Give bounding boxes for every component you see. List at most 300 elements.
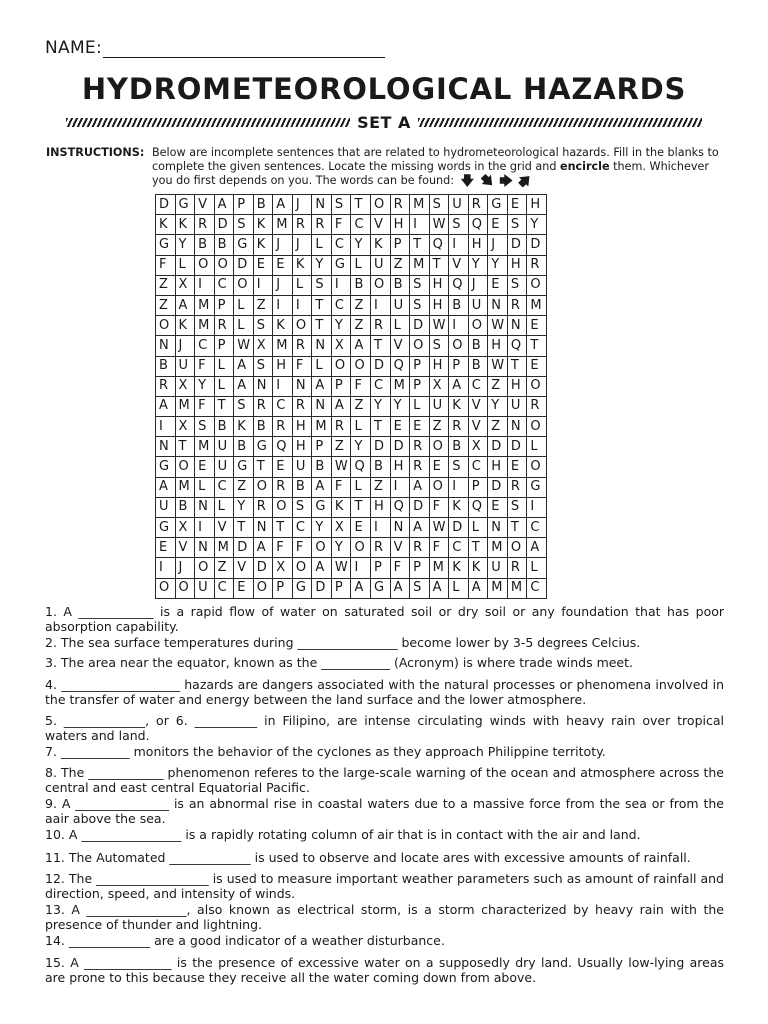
grid-cell[interactable]: E [527, 316, 547, 336]
grid-cell[interactable]: I [449, 235, 469, 255]
grid-cell[interactable]: F [390, 558, 410, 578]
grid-cell[interactable]: N [195, 497, 215, 517]
grid-cell[interactable]: R [371, 316, 391, 336]
grid-cell[interactable]: S [507, 497, 527, 517]
grid-cell[interactable]: L [468, 518, 488, 538]
grid-cell[interactable]: D [527, 235, 547, 255]
grid-cell[interactable]: J [292, 195, 312, 215]
grid-cell[interactable]: E [488, 275, 508, 295]
grid-cell[interactable]: Q [507, 336, 527, 356]
grid-cell[interactable]: P [390, 235, 410, 255]
grid-cell[interactable]: G [253, 437, 273, 457]
grid-cell[interactable]: S [410, 295, 430, 315]
grid-cell[interactable]: N [312, 336, 332, 356]
grid-cell[interactable]: R [273, 417, 293, 437]
grid-cell[interactable]: H [429, 295, 449, 315]
grid-cell[interactable]: B [371, 457, 391, 477]
grid-cell[interactable]: Q [390, 497, 410, 517]
grid-cell[interactable]: S [429, 195, 449, 215]
name-blank[interactable] [103, 42, 385, 58]
grid-cell[interactable]: G [175, 195, 195, 215]
grid-cell[interactable]: T [351, 497, 371, 517]
grid-cell[interactable]: Y [371, 396, 391, 416]
grid-cell[interactable]: A [351, 336, 371, 356]
grid-cell[interactable]: U [175, 356, 195, 376]
grid-cell[interactable]: Z [331, 437, 351, 457]
grid-cell[interactable]: W [429, 215, 449, 235]
grid-cell[interactable]: H [468, 235, 488, 255]
grid-cell[interactable]: S [292, 497, 312, 517]
grid-cell[interactable]: L [390, 316, 410, 336]
grid-cell[interactable]: O [429, 437, 449, 457]
grid-cell[interactable]: R [410, 538, 430, 558]
grid-cell[interactable]: M [507, 578, 527, 598]
grid-cell[interactable]: D [449, 518, 469, 538]
grid-cell[interactable]: A [410, 477, 430, 497]
grid-cell[interactable]: M [175, 396, 195, 416]
grid-cell[interactable]: N [292, 376, 312, 396]
grid-cell[interactable]: R [292, 396, 312, 416]
grid-cell[interactable]: B [468, 356, 488, 376]
grid-cell[interactable]: E [390, 417, 410, 437]
grid-cell[interactable]: N [312, 195, 332, 215]
grid-cell[interactable]: N [488, 518, 508, 538]
grid-cell[interactable]: Z [156, 295, 176, 315]
grid-cell[interactable]: I [371, 518, 391, 538]
grid-cell[interactable]: F [351, 376, 371, 396]
grid-cell[interactable]: N [488, 295, 508, 315]
grid-cell[interactable]: N [253, 518, 273, 538]
grid-cell[interactable]: L [312, 235, 332, 255]
grid-cell[interactable]: J [175, 336, 195, 356]
grid-cell[interactable]: R [331, 417, 351, 437]
grid-cell[interactable]: B [351, 275, 371, 295]
grid-cell[interactable]: V [390, 336, 410, 356]
grid-cell[interactable]: T [527, 336, 547, 356]
grid-cell[interactable]: F [331, 477, 351, 497]
grid-cell[interactable]: N [312, 396, 332, 416]
grid-cell[interactable]: M [273, 336, 293, 356]
grid-cell[interactable]: D [410, 497, 430, 517]
grid-cell[interactable]: O [507, 538, 527, 558]
grid-cell[interactable]: J [468, 275, 488, 295]
grid-cell[interactable]: A [175, 295, 195, 315]
grid-cell[interactable]: C [292, 518, 312, 538]
grid-cell[interactable]: N [507, 417, 527, 437]
grid-cell[interactable]: Z [351, 396, 371, 416]
grid-cell[interactable]: G [527, 477, 547, 497]
grid-cell[interactable]: I [195, 275, 215, 295]
grid-cell[interactable]: B [449, 437, 469, 457]
grid-cell[interactable]: T [234, 518, 254, 538]
grid-cell[interactable]: L [351, 477, 371, 497]
grid-cell[interactable]: V [214, 518, 234, 538]
grid-cell[interactable]: T [175, 437, 195, 457]
grid-cell[interactable]: C [214, 477, 234, 497]
grid-cell[interactable]: R [273, 477, 293, 497]
grid-cell[interactable]: G [156, 518, 176, 538]
grid-cell[interactable]: H [527, 195, 547, 215]
grid-cell[interactable]: O [195, 255, 215, 275]
grid-cell[interactable]: W [331, 558, 351, 578]
grid-cell[interactable]: F [429, 538, 449, 558]
grid-cell[interactable]: B [195, 235, 215, 255]
grid-cell[interactable]: M [429, 558, 449, 578]
grid-cell[interactable]: T [371, 336, 391, 356]
grid-cell[interactable]: I [371, 295, 391, 315]
grid-cell[interactable]: S [253, 316, 273, 336]
grid-cell[interactable]: E [488, 215, 508, 235]
grid-cell[interactable]: F [273, 538, 293, 558]
grid-cell[interactable]: O [527, 457, 547, 477]
grid-cell[interactable]: A [234, 356, 254, 376]
grid-cell[interactable]: L [351, 417, 371, 437]
grid-cell[interactable]: H [371, 497, 391, 517]
grid-cell[interactable]: C [527, 578, 547, 598]
grid-cell[interactable]: Y [331, 538, 351, 558]
grid-cell[interactable]: Q [390, 356, 410, 376]
grid-cell[interactable]: L [312, 356, 332, 376]
grid-cell[interactable]: H [390, 215, 410, 235]
grid-cell[interactable]: B [468, 336, 488, 356]
grid-cell[interactable]: A [312, 376, 332, 396]
grid-cell[interactable]: Q [429, 235, 449, 255]
grid-cell[interactable]: V [195, 195, 215, 215]
grid-cell[interactable]: I [527, 497, 547, 517]
grid-cell[interactable]: D [507, 235, 527, 255]
grid-cell[interactable]: M [527, 295, 547, 315]
grid-cell[interactable]: O [234, 275, 254, 295]
grid-cell[interactable]: C [331, 295, 351, 315]
grid-cell[interactable]: E [507, 457, 527, 477]
grid-cell[interactable]: D [488, 477, 508, 497]
grid-cell[interactable]: R [156, 376, 176, 396]
grid-cell[interactable]: L [527, 437, 547, 457]
grid-cell[interactable]: K [156, 215, 176, 235]
grid-cell[interactable]: P [468, 477, 488, 497]
grid-cell[interactable]: U [214, 457, 234, 477]
grid-cell[interactable]: D [156, 195, 176, 215]
grid-cell[interactable]: M [195, 437, 215, 457]
grid-cell[interactable]: O [527, 376, 547, 396]
grid-cell[interactable]: T [214, 396, 234, 416]
grid-cell[interactable]: N [156, 336, 176, 356]
grid-cell[interactable]: S [410, 578, 430, 598]
grid-cell[interactable]: K [371, 235, 391, 255]
grid-cell[interactable]: D [234, 255, 254, 275]
grid-cell[interactable]: Q [351, 457, 371, 477]
grid-cell[interactable]: W [429, 316, 449, 336]
grid-cell[interactable]: H [273, 356, 293, 376]
grid-cell[interactable]: Y [488, 396, 508, 416]
grid-cell[interactable]: B [175, 497, 195, 517]
grid-cell[interactable]: J [175, 558, 195, 578]
grid-cell[interactable]: P [273, 578, 293, 598]
grid-cell[interactable]: S [195, 417, 215, 437]
grid-cell[interactable]: C [195, 336, 215, 356]
grid-cell[interactable]: F [292, 538, 312, 558]
grid-cell[interactable]: E [527, 356, 547, 376]
grid-cell[interactable]: A [449, 376, 469, 396]
grid-cell[interactable]: F [292, 356, 312, 376]
grid-cell[interactable]: S [507, 275, 527, 295]
grid-cell[interactable]: E [156, 538, 176, 558]
grid-cell[interactable]: L [234, 295, 254, 315]
grid-cell[interactable]: L [195, 477, 215, 497]
grid-cell[interactable]: Y [351, 437, 371, 457]
grid-cell[interactable]: P [410, 356, 430, 376]
grid-cell[interactable]: H [488, 457, 508, 477]
grid-cell[interactable]: R [312, 215, 332, 235]
grid-cell[interactable]: W [429, 518, 449, 538]
grid-cell[interactable]: T [253, 457, 273, 477]
grid-cell[interactable]: T [410, 235, 430, 255]
grid-cell[interactable]: C [468, 376, 488, 396]
grid-cell[interactable]: M [175, 477, 195, 497]
grid-cell[interactable]: Z [351, 316, 371, 336]
grid-cell[interactable]: P [331, 578, 351, 598]
grid-cell[interactable]: G [234, 235, 254, 255]
grid-cell[interactable]: R [410, 437, 430, 457]
grid-cell[interactable]: P [214, 336, 234, 356]
grid-cell[interactable]: O [312, 538, 332, 558]
grid-cell[interactable]: K [253, 215, 273, 235]
grid-cell[interactable]: Z [488, 376, 508, 396]
grid-cell[interactable]: G [234, 457, 254, 477]
grid-cell[interactable]: X [175, 417, 195, 437]
grid-cell[interactable]: A [156, 396, 176, 416]
grid-cell[interactable]: L [410, 396, 430, 416]
grid-cell[interactable]: F [195, 396, 215, 416]
grid-cell[interactable]: O [214, 255, 234, 275]
grid-cell[interactable]: K [331, 497, 351, 517]
grid-cell[interactable]: D [234, 538, 254, 558]
grid-cell[interactable]: T [507, 518, 527, 538]
grid-cell[interactable]: I [156, 558, 176, 578]
grid-cell[interactable]: V [371, 215, 391, 235]
grid-cell[interactable]: G [371, 578, 391, 598]
word-search-grid[interactable] [155, 194, 547, 599]
grid-cell[interactable]: A [429, 578, 449, 598]
grid-cell[interactable]: S [449, 215, 469, 235]
grid-cell[interactable]: O [331, 356, 351, 376]
grid-cell[interactable]: J [488, 235, 508, 255]
grid-cell[interactable]: T [371, 417, 391, 437]
grid-cell[interactable]: E [507, 195, 527, 215]
grid-cell[interactable]: U [390, 295, 410, 315]
grid-cell[interactable]: Y [175, 235, 195, 255]
grid-cell[interactable]: M [312, 417, 332, 437]
grid-cell[interactable]: P [449, 356, 469, 376]
grid-cell[interactable]: R [507, 477, 527, 497]
grid-cell[interactable]: K [292, 255, 312, 275]
grid-cell[interactable]: R [507, 558, 527, 578]
grid-cell[interactable]: K [234, 417, 254, 437]
grid-cell[interactable]: I [292, 295, 312, 315]
grid-cell[interactable]: X [175, 376, 195, 396]
grid-cell[interactable]: C [331, 235, 351, 255]
grid-cell[interactable]: B [214, 417, 234, 437]
grid-cell[interactable]: S [234, 215, 254, 235]
grid-cell[interactable]: Y [234, 497, 254, 517]
grid-cell[interactable]: K [449, 558, 469, 578]
grid-cell[interactable]: A [331, 396, 351, 416]
grid-cell[interactable]: O [273, 497, 293, 517]
grid-cell[interactable]: T [429, 255, 449, 275]
grid-cell[interactable]: J [273, 275, 293, 295]
grid-cell[interactable]: I [156, 417, 176, 437]
grid-cell[interactable]: L [351, 255, 371, 275]
grid-cell[interactable]: D [488, 437, 508, 457]
grid-cell[interactable]: I [449, 477, 469, 497]
grid-cell[interactable]: A [234, 376, 254, 396]
grid-cell[interactable]: C [214, 275, 234, 295]
grid-cell[interactable]: D [312, 578, 332, 598]
grid-cell[interactable]: A [214, 195, 234, 215]
grid-cell[interactable]: C [351, 215, 371, 235]
grid-cell[interactable]: O [195, 558, 215, 578]
grid-cell[interactable]: R [292, 336, 312, 356]
grid-cell[interactable]: O [371, 195, 391, 215]
grid-cell[interactable]: X [253, 336, 273, 356]
grid-cell[interactable]: Z [390, 255, 410, 275]
grid-cell[interactable]: O [292, 558, 312, 578]
grid-cell[interactable]: M [273, 215, 293, 235]
grid-cell[interactable]: H [488, 336, 508, 356]
grid-cell[interactable]: Z [234, 477, 254, 497]
grid-cell[interactable]: U [449, 195, 469, 215]
grid-cell[interactable]: C [449, 538, 469, 558]
grid-cell[interactable]: U [195, 578, 215, 598]
grid-cell[interactable]: O [410, 336, 430, 356]
grid-cell[interactable]: R [449, 417, 469, 437]
grid-cell[interactable]: O [253, 477, 273, 497]
grid-cell[interactable]: Y [488, 255, 508, 275]
grid-cell[interactable]: F [429, 497, 449, 517]
grid-cell[interactable]: H [292, 417, 312, 437]
grid-cell[interactable]: H [390, 457, 410, 477]
grid-cell[interactable]: A [527, 538, 547, 558]
grid-cell[interactable]: C [273, 396, 293, 416]
grid-cell[interactable]: C [214, 578, 234, 598]
grid-cell[interactable]: X [331, 336, 351, 356]
grid-cell[interactable]: V [234, 558, 254, 578]
grid-cell[interactable]: B [390, 275, 410, 295]
grid-cell[interactable]: S [253, 356, 273, 376]
grid-cell[interactable]: Q [449, 275, 469, 295]
grid-cell[interactable]: I [273, 295, 293, 315]
grid-cell[interactable]: J [292, 235, 312, 255]
grid-cell[interactable]: S [429, 336, 449, 356]
grid-cell[interactable]: D [507, 437, 527, 457]
grid-cell[interactable]: N [195, 538, 215, 558]
grid-cell[interactable]: X [468, 437, 488, 457]
grid-cell[interactable]: Y [351, 235, 371, 255]
grid-cell[interactable]: K [175, 316, 195, 336]
grid-cell[interactable]: R [468, 195, 488, 215]
grid-cell[interactable]: W [234, 336, 254, 356]
grid-cell[interactable]: O [175, 457, 195, 477]
grid-cell[interactable]: W [488, 356, 508, 376]
grid-cell[interactable]: S [234, 396, 254, 416]
grid-cell[interactable]: P [410, 558, 430, 578]
grid-cell[interactable]: H [429, 275, 449, 295]
grid-cell[interactable]: O [292, 316, 312, 336]
grid-cell[interactable]: O [527, 275, 547, 295]
grid-cell[interactable]: Z [156, 275, 176, 295]
grid-cell[interactable]: R [214, 316, 234, 336]
grid-cell[interactable]: O [429, 477, 449, 497]
grid-cell[interactable]: E [195, 457, 215, 477]
grid-cell[interactable]: O [527, 417, 547, 437]
grid-cell[interactable]: O [351, 356, 371, 376]
grid-cell[interactable]: N [253, 376, 273, 396]
grid-cell[interactable]: A [156, 477, 176, 497]
grid-cell[interactable]: X [175, 275, 195, 295]
grid-cell[interactable]: T [312, 295, 332, 315]
grid-cell[interactable]: R [253, 396, 273, 416]
grid-cell[interactable]: A [273, 195, 293, 215]
grid-cell[interactable]: V [468, 396, 488, 416]
grid-cell[interactable]: R [410, 457, 430, 477]
grid-cell[interactable]: N [390, 518, 410, 538]
grid-cell[interactable]: N [156, 437, 176, 457]
grid-cell[interactable]: D [253, 558, 273, 578]
grid-cell[interactable]: Z [488, 417, 508, 437]
grid-cell[interactable]: B [156, 356, 176, 376]
grid-cell[interactable]: Y [331, 316, 351, 336]
grid-cell[interactable]: G [292, 578, 312, 598]
grid-cell[interactable]: R [292, 215, 312, 235]
grid-cell[interactable]: X [273, 558, 293, 578]
grid-cell[interactable]: R [527, 396, 547, 416]
grid-cell[interactable]: I [195, 518, 215, 538]
grid-cell[interactable]: V [468, 417, 488, 437]
grid-cell[interactable]: P [410, 376, 430, 396]
grid-cell[interactable]: U [214, 437, 234, 457]
grid-cell[interactable]: Y [468, 255, 488, 275]
grid-cell[interactable]: J [273, 235, 293, 255]
grid-cell[interactable]: O [175, 578, 195, 598]
grid-cell[interactable]: E [488, 497, 508, 517]
grid-cell[interactable]: K [468, 558, 488, 578]
grid-cell[interactable]: E [410, 417, 430, 437]
grid-cell[interactable]: Z [371, 477, 391, 497]
grid-cell[interactable]: Q [468, 497, 488, 517]
grid-cell[interactable]: G [331, 255, 351, 275]
grid-cell[interactable]: D [390, 437, 410, 457]
grid-cell[interactable]: U [292, 457, 312, 477]
grid-cell[interactable]: Q [468, 215, 488, 235]
grid-cell[interactable]: W [331, 457, 351, 477]
grid-cell[interactable]: I [273, 376, 293, 396]
grid-cell[interactable]: T [273, 518, 293, 538]
grid-cell[interactable]: M [410, 255, 430, 275]
grid-cell[interactable]: U [507, 396, 527, 416]
grid-cell[interactable]: L [292, 275, 312, 295]
grid-cell[interactable]: O [156, 578, 176, 598]
grid-cell[interactable]: A [351, 578, 371, 598]
grid-cell[interactable]: B [253, 417, 273, 437]
grid-cell[interactable]: B [214, 235, 234, 255]
grid-cell[interactable]: E [253, 255, 273, 275]
grid-cell[interactable]: E [273, 457, 293, 477]
grid-cell[interactable]: Y [312, 255, 332, 275]
grid-cell[interactable]: N [507, 316, 527, 336]
grid-cell[interactable]: M [488, 538, 508, 558]
grid-cell[interactable]: E [273, 255, 293, 275]
grid-cell[interactable]: E [351, 518, 371, 538]
